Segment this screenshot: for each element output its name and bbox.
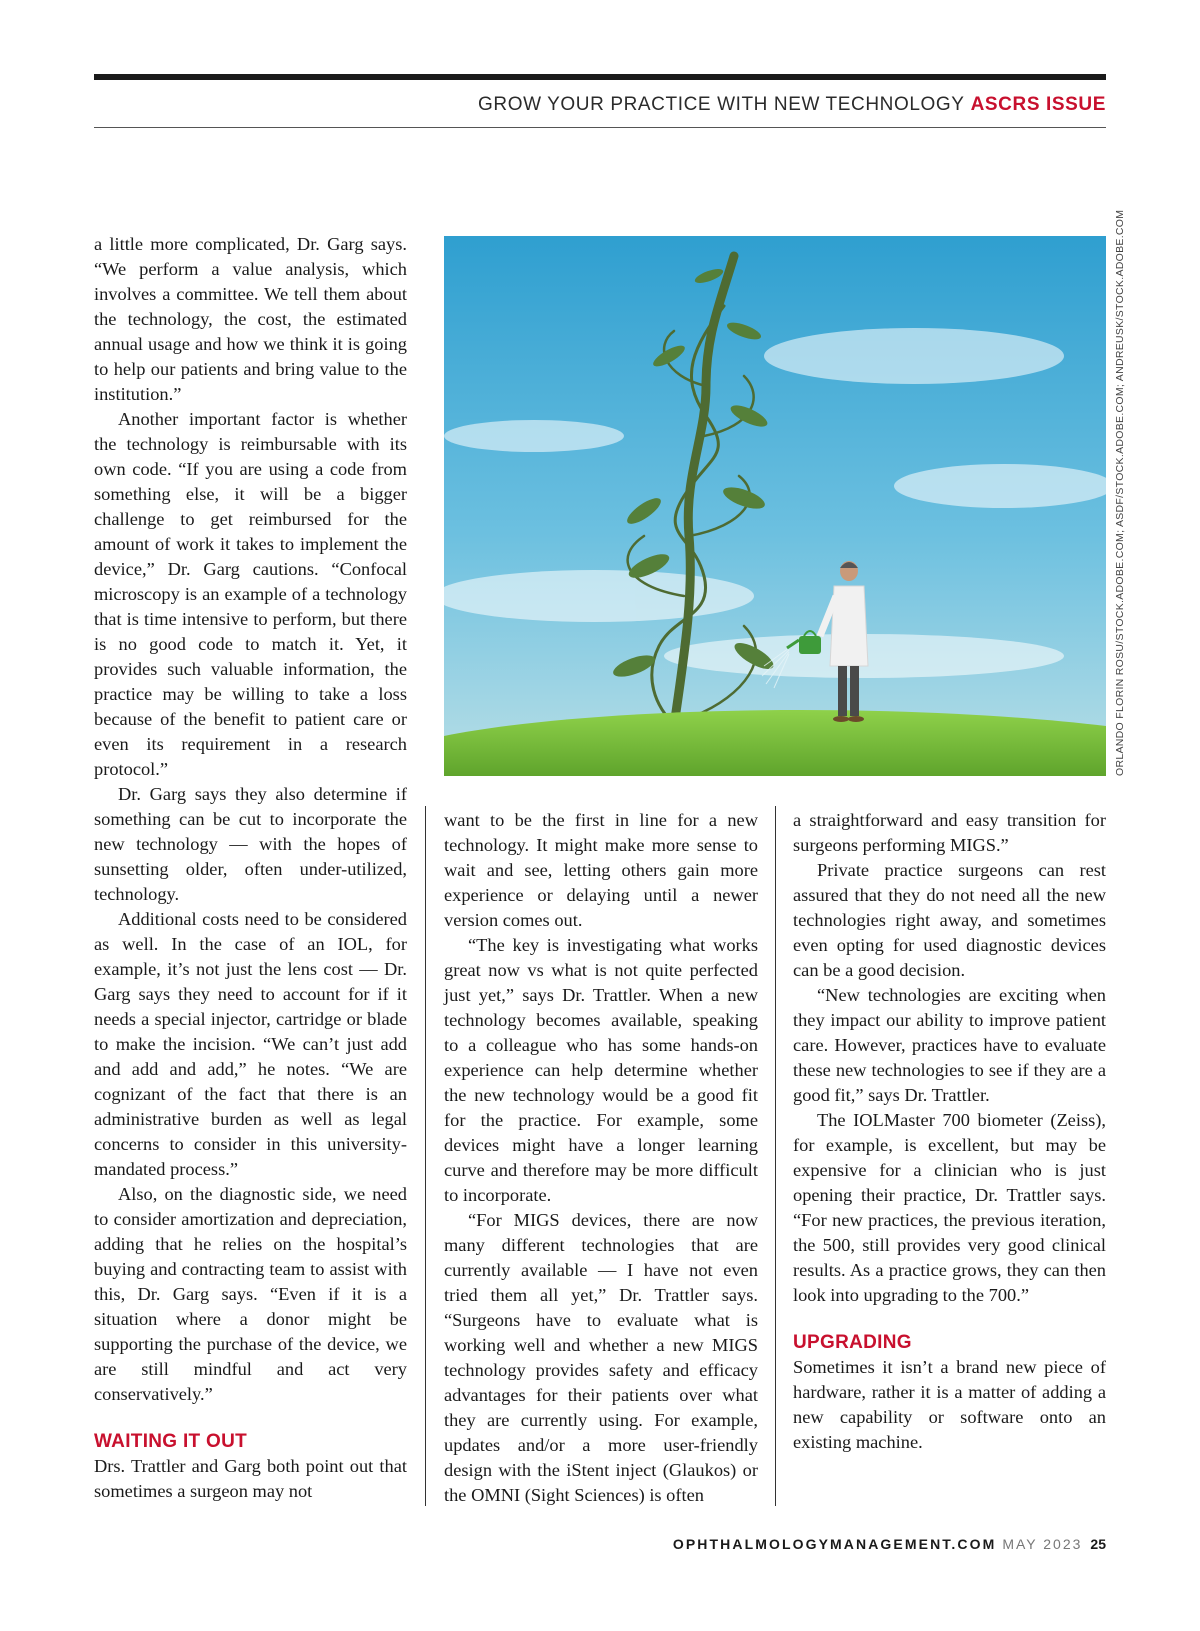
section-title: GROW YOUR PRACTICE WITH NEW TECHNOLOGY xyxy=(478,94,965,115)
paragraph: “For MIGS devices, there are now many different technologies that are currently available — I have not even tried them all yet,” Dr. Trattler says. “Surgeons have to evaluate what is working well and whether a new MIGS technology provides safety and efficacy advantages for their patients over what they are currently using. For example, updates and/or a more user-friendly design with the iStent inject (Glaukos) or the OMNI (Sight Sciences) is often xyxy=(444,1210,758,1505)
paragraph: “New technologies are exciting when they impact our ability to improve patient care. However, practices have to evaluate these new technologies to see if they are a good fit,” says Dr. Trattler. xyxy=(793,985,1106,1105)
footer-site: OPHTHALMOLOGYMANAGEMENT.COM xyxy=(672,1536,997,1552)
paragraph: Sometimes it isn’t a brand new piece of hardware, rather it is a matter of adding a new capability or software onto an existing machine. xyxy=(793,1357,1106,1452)
paragraph: Additional costs need to be considered as well. In the case of an IOL, for example, it’s not just the lens cost — Dr. Garg says they need to account for if it needs a special injector, cartridge or blade to make the incision. “We can’t just add and add and add,” he notes. “We are cognizant of the fact that there is an administrative burden as well as legal concerns to consider in this university-mandated process.” xyxy=(94,909,407,1179)
paragraph: Another important factor is whether the technology is reimbursable with its own code. “If you are using a code from something else, it will be a bigger challenge to get reimbursed for the amount of work it takes to implement the device,” Dr. Garg cautions. “Confocal microscopy is an example of a technology that is time intensive to perform, but there is no good code to match it. Yet, it provides such valuable information, the practice may be willing to take a loss because of the benefit to patient care or even its requirement in a research protocol.” xyxy=(94,409,407,779)
header-rule xyxy=(94,127,1106,128)
beanstalk-illustration xyxy=(444,236,1106,776)
article-column-2 xyxy=(444,808,758,1508)
column-divider xyxy=(425,806,426,1506)
subhead-upgrading: UPGRADING xyxy=(793,1332,912,1353)
running-header xyxy=(94,94,1106,116)
paragraph: Private practice surgeons can rest assured that they do not need all the new technologies right away, and sometimes even opting for used diagnostic devices can be a good decision. xyxy=(793,860,1106,980)
paragraph: “The key is investigating what works great now vs what is not quite perfected just yet,” says Dr. Trattler. When a new technology becomes available, speaking to a colleague who has some hands-on experience can help determine whether the new technology would be a good fit for the practice. For example, some devices might have a longer learning curve and therefore may be more difficult to incorporate. xyxy=(444,935,758,1205)
article-column-1 xyxy=(94,232,407,1504)
top-rule xyxy=(94,74,1106,80)
paragraph: a straightforward and easy transition for surgeons performing MIGS.” xyxy=(793,810,1106,855)
paragraph: a little more complicated, Dr. Garg says. “We perform a value analysis, which involves a committee. We tell them about the technology, the cost, the estimated annual usage and how we think it is going to help our patients and bring value to the institution.” xyxy=(94,234,407,404)
article-column-3 xyxy=(793,808,1106,1455)
paragraph: Drs. Trattler and Garg both point out that sometimes a surgeon may not xyxy=(94,1456,407,1501)
footer-date: MAY 2023 xyxy=(1002,1536,1083,1552)
subhead-waiting-it-out: WAITING IT OUT xyxy=(94,1431,248,1452)
issue-label: ASCRS ISSUE xyxy=(970,94,1106,115)
column-divider xyxy=(775,806,776,1506)
paragraph: want to be the first in line for a new technology. It might make more sense to wait and see, letting others gain more experience or delaying until a newer version comes out. xyxy=(444,810,758,930)
paragraph: Also, on the diagnostic side, we need to consider amortization and depreciation, adding that he relies on the hospital’s buying and contracting team to assist with this, Dr. Garg says. “Even if it is a situation where a donor might be supporting the purchase of the device, we are still mindful and act very conservatively.” xyxy=(94,1184,407,1404)
paragraph: Dr. Garg says they also determine if something can be cut to incorporate the new technology — with the hopes of sunsetting older, often under-utilized, technology. xyxy=(94,784,407,904)
page-footer xyxy=(94,1536,1106,1552)
page-number: 25 xyxy=(1090,1536,1106,1552)
illustration-svg xyxy=(444,236,1106,776)
photo-credit: ORLANDO FLORIN ROSU/STOCK.ADOBE.COM; ASDF/STOCK.ADOBE.COM; ANDREUSK/STOCK.ADOBE.COM xyxy=(1114,209,1126,776)
paragraph: The IOLMaster 700 biometer (Zeiss), for example, is excellent, but may be expensive for a clinician who is just opening their practice, Dr. Trattler says. “For new practices, the previous iteration, the 500, still provides very good clinical results. As a practice grows, they can then look into upgrading to the 700.” xyxy=(793,1110,1106,1305)
